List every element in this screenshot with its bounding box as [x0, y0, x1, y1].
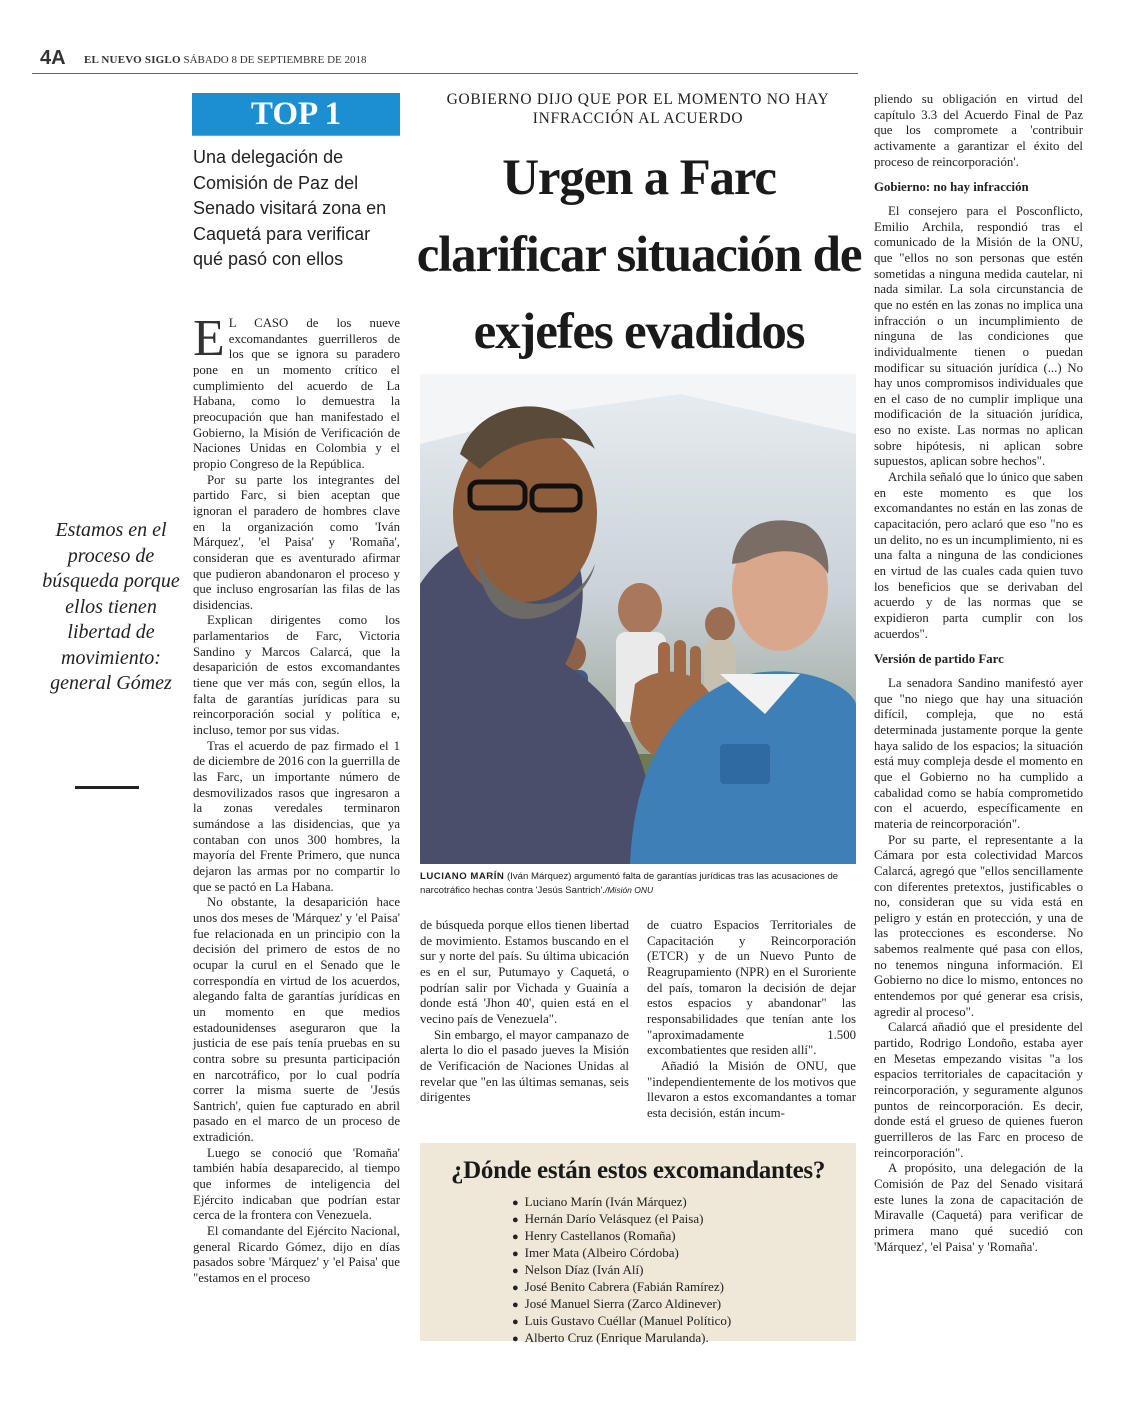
- page-number: 4A: [40, 47, 66, 69]
- kicker: GOBIERNO DIJO QUE POR EL MOMENTO NO HAY INFRACCIÓN AL ACUERDO: [446, 91, 830, 127]
- drop-cap: E: [193, 310, 225, 367]
- list-item: ● José Manuel Sierra (Zarco Aldinever): [512, 1296, 731, 1313]
- list-item: ● Imer Mata (Albeiro Córdoba): [512, 1245, 731, 1262]
- photo-illustration: [420, 374, 856, 864]
- article-column-3: [647, 918, 856, 1122]
- article-column-1: [193, 310, 400, 1287]
- article-column-2: [420, 918, 629, 1106]
- article-paragraph: Explican dirigentes como los parlamentarios de Farc, Victoria Sandino y Marcos Calarcá, que la desaparición de estos excomandantes tiene que ver más con, según ellos, la falta de garantías jurídicas para su reincorporación social y política e, incluso, temor por sus vidas.: [193, 613, 400, 738]
- headline: Urgen a Farc clarificar situación de exjefes evadidos: [416, 150, 862, 360]
- excommanders-list: [512, 1194, 731, 1347]
- top-summary: Una delegación de Comisión de Paz del Senado visitará zona en Caquetá para verificar qué pasó con ellos: [193, 147, 387, 269]
- paper-name: EL NUEVO SIGLO: [84, 54, 181, 66]
- masthead: [84, 54, 367, 66]
- article-paragraph: Tras el acuerdo de paz firmado el 1 de diciembre de 2016 con la guerrilla de las Farc, un importante número de desmovilizados rasos que ingresaron a la zonas veredales terminaron sumándose a las disidencias, que ya contaban con unos 300 hombres, la mayoría del Frente Primero, que nunca dejaron las armas por no compartir lo que se pactó en La Habana.: [193, 738, 400, 894]
- article-paragraph: La senadora Sandino manifestó ayer que "no niego que hay una situación difícil, compleja, que no está determinada justamente porque la gente haya salido de los espacios; la situación está muy compleja desde el momento en que el Gobierno no ha cumplido a cabalidad como se había comprometido con el acuerdo, específicamente en materia de reincorporación".: [874, 675, 1083, 831]
- article-paragraph: Archila señaló que lo único que saben en este momento es que los excomandantes no están en las zonas de capacitación, pero aclaró que eso "no es un delito, no es un incumplimiento, ni es una falta a ninguna de las condiciones en virtud de las cuales cada quien tuvo los beneficios que se derivaban del acuerdo y de las normas que se expidieron parta cumplir con los acuerdos".: [874, 470, 1083, 641]
- article-paragraph: [193, 310, 400, 473]
- issue-date: SÁBADO 8 DE SEPTIEMBRE DE 2018: [183, 54, 367, 66]
- top-rule: [192, 135, 400, 136]
- list-item: ● Nelson Díaz (Iván Alí): [512, 1262, 731, 1279]
- subhead-farc: Versión de partido Farc: [874, 652, 1004, 667]
- paragraph-text: L CASO de los nueve excomandantes guerrilleros de los que se ignora su paradero pone en un momento crítico el cumplimiento del acuerdo de La Habana, como lo demuestra la preocupación que han manifestado el Gobierno, la Misión de Verificación de Naciones Unidas en Colombia y el propio Congreso de la República.: [193, 316, 400, 471]
- pull-quote-rule: [75, 786, 139, 789]
- subhead-government: Gobierno: no hay infracción: [874, 180, 1029, 195]
- article-paragraph: de cuatro Espacios Territoriales de Capacitación y Reincorporación (ETCR) y de un Nuevo Punto de Reagrupamiento (NPR) en el Suroriente del país, tomaron la decisión de dejar estos espacios y abandonar" las responsabilidades que tenían ante los "aproximadamente 1.500 excombatientes que residen allí".: [647, 918, 856, 1058]
- list-item: ● Hernán Darío Velásquez (el Paisa): [512, 1211, 731, 1228]
- article-paragraph: El consejero para el Posconflicto, Emilio Archila, respondió tras el comunicado de la Misión de la ONU, que "ellos no son personas que estén sometidas a ninguna medida cautelar, ni nada similar. La sola circunstancia de que no estén en las zonas no implica una infracción o un incumplimiento de ninguna de las condiciones que individualmente tienen o puedan modificar su situación jurídica (...) No hay unos compromisos individuales que en el caso de no cumplir implique una modificación de la situación jurídica, eso no existe. Las normas no aplican sobre hipótesis, ni aplican sobre supuestos, aplican sobre hechos".: [874, 203, 1083, 469]
- list-item: ● Luis Gustavo Cuéllar (Manuel Político): [512, 1313, 731, 1330]
- caption-lead: LUCIANO MARÍN: [420, 871, 505, 882]
- article-paragraph: A propósito, una delegación de la Comisión de Paz del Senado visitará este lunes la zona de capacitación de Miravalle (Caquetá) para verificar de primera mano qué sucedió con 'Márquez', 'el Paisa' y 'Romaña'.: [874, 1161, 1083, 1254]
- list-item: ● Luciano Marín (Iván Márquez): [512, 1194, 731, 1211]
- article-paragraph: Calarcá añadió que el presidente del partido, Rodrigo Londoño, estaba ayer en Mesetas empezando visitas "a los espacios territoriales de capacitación y reincorporación, y seguramente algunos puntos de reincorporación. Es decir, donde está el grueso de quienes fueron guerrilleros de las Farc en proceso de reincorporación".: [874, 1020, 1083, 1160]
- article-paragraph: Por su parte, el representante a la Cámara por esta colectividad Marcos Calarcá, agregó que "ellos sencillamente con diferentes pretextos, justificables o no, consideran que su vida está en peligro y están en protección, y una de las protecciones es esconderse. No sabemos realmente qué pasa con ellos, no tenemos ninguna información. El Gobierno no dice lo mismo, entonces no entendemos por qué generar esa crisis, agredir al proceso".: [874, 832, 1083, 1019]
- news-photo: [420, 374, 856, 864]
- article-paragraph: de búsqueda porque ellos tienen libertad de movimiento. Estamos buscando en el sur y norte del país. Su última ubicación es en el sur, Putumayo y Caquetá, o podrían salir por Vichada y Guainía a donde está 'Jhon 40', quien está en el vecino país de Venezuela".: [420, 918, 629, 1026]
- photo-caption: [420, 871, 850, 897]
- box-title: ¿Dónde están estos excomandantes?: [450, 1157, 826, 1184]
- pull-quote: Estamos en el proceso de búsqueda porque ellos tienen libertad de movimiento: general Gómez: [42, 519, 180, 694]
- article-column-4: [874, 92, 1083, 1255]
- article-paragraph: Por su parte los integrantes del partido Farc, si bien aceptan que ignoran el paradero de hombres clave en la organización como 'Iván Márquez', 'el Paisa' y 'Romaña', consideran que es aventurado afirmar que pudieron abandonaron el proceso y que incluso engrosarían las filas de las disidencias.: [193, 472, 400, 612]
- article-paragraph: Sin embargo, el mayor campanazo de alerta lo dio el pasado jueves la Misión de Verificación de Naciones Unidas al revelar que "en las últimas semanas, seis dirigentes: [420, 1027, 629, 1105]
- article-paragraph: pliendo su obligación en virtud del capítulo 3.3 del Acuerdo Final de Paz que los compromete a 'contribuir activamente a garantizar el éxito del proceso de reincorporación'.: [874, 92, 1083, 169]
- list-item: ● Henry Castellanos (Romaña): [512, 1228, 731, 1245]
- header-rule: [32, 73, 858, 74]
- excommanders-box: [420, 1143, 856, 1345]
- top-label: TOP 1: [192, 93, 400, 135]
- list-item: ● José Benito Cabrera (Fabián Ramírez): [512, 1279, 731, 1296]
- caption-credit: /Misión ONU: [604, 884, 654, 895]
- list-item: ● Alberto Cruz (Enrique Marulanda).: [512, 1330, 731, 1347]
- caption-text: (Iván Márquez) argumentó falta de garantías jurídicas tras las acusaciones de narcotráfico hechas contra 'Jesús Santrich'.: [420, 871, 839, 896]
- article-paragraph: Luego se conoció que 'Romaña' también había desaparecido, al tiempo que informes de inteligencia del Ejército indicaban que podrían estar cerca de la frontera con Venezuela.: [193, 1145, 400, 1223]
- article-paragraph: No obstante, la desaparición hace unos dos meses de 'Márquez' y 'el Paisa' fue relacionada en un principio con la decisión del primero de estos de no ocupar la curul en el Senado que le correspondía en virtud de los acuerdos, alegando falta de garantías jurídicas en un momento en que medios estadounidenses aseguraron que la justicia de ese país tenía pruebas en su contra sobre su presunta participación en narcotráfico, por lo cual podría correr la misma suerte de 'Jesús Santrich', quien fue capturado en abril pasado en el marco de un proceso de extradición.: [193, 895, 400, 1145]
- article-paragraph: El comandante del Ejército Nacional, general Ricardo Gómez, dijo en días pasados sobre 'Márquez' y 'el Paisa' que "estamos en el proceso: [193, 1224, 400, 1286]
- article-paragraph: Añadió la Misión de ONU, que "independientemente de los motivos que llevaron a estos excomandantes a tomar esta decisión, están incum-: [647, 1058, 856, 1120]
